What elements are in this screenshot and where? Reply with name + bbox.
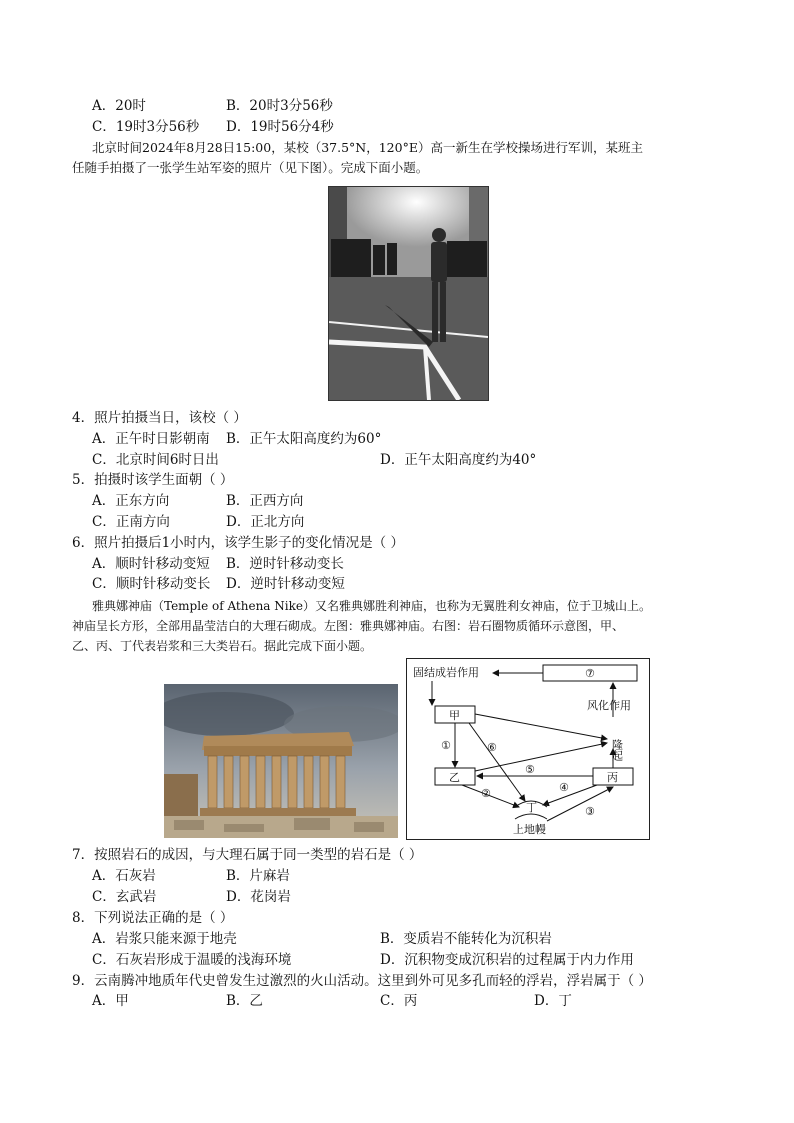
label-bing: 丙 <box>607 771 618 784</box>
q3-option-d: D．19时56分4秒 <box>226 119 334 135</box>
q5-option-d: D．正北方向 <box>226 514 305 530</box>
temple-photo <box>164 684 398 838</box>
q9-stem: 9．云南腾冲地质年代史曾发生过激烈的火山活动。这里到外可见多孔而轻的浮岩，浮岩属于（ ） <box>72 973 652 989</box>
rock-cycle-diagram <box>406 658 650 840</box>
label-7: ⑦ <box>585 667 595 680</box>
q6-option-d: D．逆时针移动变短 <box>226 576 345 592</box>
label-n3: ③ <box>585 805 595 818</box>
intro1-line1: 北京时间2024年8月28日15:00，某校（37.5°N，120°E）高一新生在学校操场进行军训，某班主 <box>92 140 643 155</box>
q5-option-c: C．正南方向 <box>92 514 170 530</box>
label-jia: 甲 <box>449 709 460 722</box>
label-n4: ④ <box>559 781 569 794</box>
q9-option-b: B．乙 <box>226 993 263 1009</box>
q8-option-c: C．石灰岩形成于温暖的浅海环境 <box>92 952 292 968</box>
q5-option-a: A．正东方向 <box>92 493 170 509</box>
q6-option-a: A．顺时针移动变短 <box>92 556 210 572</box>
label-n5: ⑤ <box>525 763 535 776</box>
intro2-line1: 雅典娜神庙（Temple of Athena Nike）又名雅典娜胜利神庙，也称为无翼胜利女神庙，位于卫城山上。 <box>92 599 651 613</box>
q4-option-d: D．正午太阳高度约为40° <box>380 452 537 468</box>
q6-option-c: C．顺时针移动变长 <box>92 576 211 592</box>
q3-option-a: A．20时 <box>92 98 146 114</box>
label-consolidation: 固结成岩作用 <box>413 666 479 679</box>
q3-option-b: B．20时3分56秒 <box>226 98 333 114</box>
intro2-line3: 乙、丙、丁代表岩浆和三大类岩石。据此完成下面小题。 <box>72 639 373 653</box>
q6-option-b: B．逆时针移动变长 <box>226 556 344 572</box>
label-ding: 丁 <box>526 801 537 814</box>
intro2-line2: 神庙呈长方形，全部用晶莹洁白的大理石砌成。左图：雅典娜神庙。右图：岩石圈物质循环示意图，甲、 <box>72 619 625 633</box>
q8-stem: 8．下列说法正确的是（ ） <box>72 910 234 926</box>
q8-option-b: B．变质岩不能转化为沉积岩 <box>380 931 552 947</box>
label-n2: ② <box>481 787 491 800</box>
q4-stem: 4．照片拍摄当日，该校（ ） <box>72 410 247 426</box>
label-n1: ① <box>441 739 451 752</box>
q7-option-d: D．花岗岩 <box>226 889 291 905</box>
q5-option-b: B．正西方向 <box>226 493 304 509</box>
label-weathering: 风化作用 <box>587 699 631 712</box>
q8-option-a: A．岩浆只能来源于地壳 <box>92 931 237 947</box>
q7-option-a: A．石灰岩 <box>92 868 156 884</box>
label-uplift: 隆起 <box>610 739 624 761</box>
label-mantle: 上地幔 <box>513 823 546 836</box>
q3-option-c: C．19时3分56秒 <box>92 119 200 135</box>
label-yi: 乙 <box>449 771 460 784</box>
q9-option-c: C．丙 <box>380 993 418 1009</box>
q4-option-c: C．北京时间6时日出 <box>92 452 219 468</box>
q9-option-a: A．甲 <box>92 993 129 1009</box>
q4-option-b: B．正午太阳高度约为60° <box>226 431 382 447</box>
q5-stem: 5．拍摄时该学生面朝（ ） <box>72 472 234 488</box>
military-training-photo <box>328 186 489 401</box>
q7-stem: 7．按照岩石的成因，与大理石属于同一类型的岩石是（ ） <box>72 847 423 863</box>
q7-option-b: B．片麻岩 <box>226 868 290 884</box>
q6-stem: 6．照片拍摄后1小时内，该学生影子的变化情况是（ ） <box>72 535 404 551</box>
q4-option-a: A．正午时日影朝南 <box>92 431 210 447</box>
q9-option-d: D．丁 <box>534 993 572 1009</box>
intro1-line2: 任随手拍摄了一张学生站军姿的照片（见下图）。完成下面小题。 <box>72 160 429 175</box>
q8-option-d: D．沉积物变成沉积岩的过程属于内力作用 <box>380 952 634 968</box>
label-n6: ⑥ <box>487 741 497 754</box>
q7-option-c: C．玄武岩 <box>92 889 157 905</box>
